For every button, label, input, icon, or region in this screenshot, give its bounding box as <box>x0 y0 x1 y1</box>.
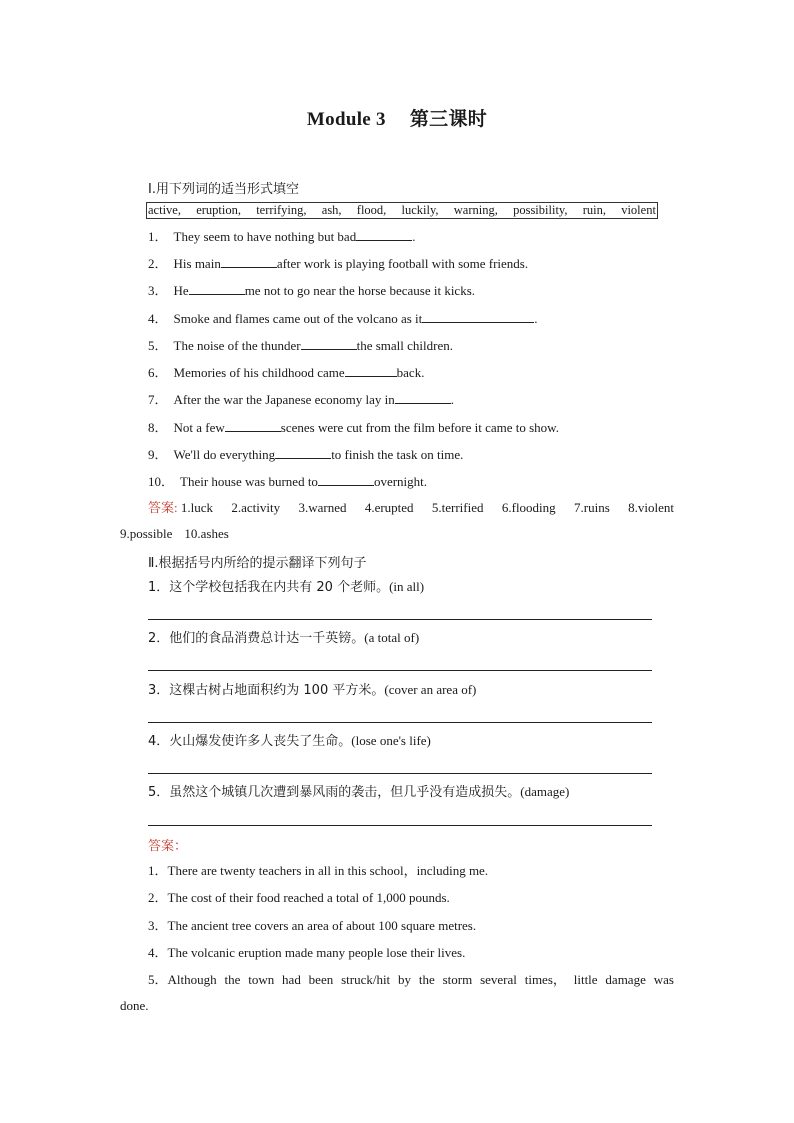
translate-item-4: 4．火山爆发使许多人丧失了生命。(lose one's life) <box>148 733 431 749</box>
answer-blank[interactable] <box>225 419 281 432</box>
section2-heading: Ⅱ.根据括号内所给的提示翻译下列句子 <box>148 556 367 571</box>
section2-answer-1: 1．There are twenty teachers in all in this school，including me. <box>148 863 489 878</box>
fill-item-10: 10． Their house was burned to overnight. <box>148 474 428 489</box>
word-bank-item: ash, <box>321 203 342 217</box>
answer-blank[interactable] <box>318 473 374 486</box>
fill-item-7: 7． After the war the Japanese economy lay in . <box>148 392 455 407</box>
word-bank-item: luckily, <box>401 203 439 217</box>
word-bank-item: terrifying, <box>256 203 307 217</box>
answer-blank[interactable] <box>422 310 534 323</box>
fill-item-5: 5． The noise of the thunder the small children. <box>148 338 453 353</box>
answer-blank[interactable] <box>189 282 245 295</box>
word-bank-item: warning, <box>453 203 498 217</box>
word-bank-item: ruin, <box>582 203 606 217</box>
fill-item-1: 1． They seem to have nothing but bad . <box>148 229 416 244</box>
answer-blank[interactable] <box>275 446 331 459</box>
section2-answer-5: 5．Although the town had been struck/hit by the storm several times， little damage was <box>148 972 674 987</box>
section2-answer-label: 答案： <box>148 839 188 854</box>
lesson-title: 第三课时 <box>409 109 488 130</box>
fill-item-4: 4． Smoke and flames came out of the volcano as it . <box>148 311 538 326</box>
fill-item-8: 8． Not a few scenes were cut from the film before it came to show. <box>148 420 559 435</box>
word-bank-item: eruption, <box>196 203 241 217</box>
answer-blank[interactable] <box>301 337 357 350</box>
word-bank-item: possibility, <box>513 203 568 217</box>
word-bank-item: active, <box>148 203 181 217</box>
fill-item-2: 2． His main after work is playing football with some friends. <box>148 256 529 271</box>
section2-answer-4: 4．The volcanic eruption made many people lose their lives. <box>148 945 466 960</box>
answer-blank[interactable] <box>395 391 451 404</box>
answer-blank[interactable] <box>345 364 397 377</box>
answer-label: 答案: <box>148 500 178 515</box>
module-title: Module 3 <box>306 109 386 130</box>
answer-blank[interactable] <box>221 255 277 268</box>
translate-item-3: 3．这棵古树占地面积约为 100 平方米。(cover an area of) <box>148 682 477 698</box>
fill-item-6: 6． Memories of his childhood came back. <box>148 365 425 380</box>
fill-item-9: 9． We'll do everything to finish the task on time. <box>148 447 464 462</box>
translate-item-2: 2．他们的食品消费总计达一千英镑。(a total of) <box>148 630 420 646</box>
section2-answer-2: 2．The cost of their food reached a total of 1,000 pounds. <box>148 890 450 905</box>
answer-line[interactable] <box>148 670 652 671</box>
page-title <box>0 104 794 131</box>
translate-item-5: 5．虽然这个城镇几次遭到暴风雨的袭击，但几乎没有造成损失。(damage) <box>148 784 570 800</box>
translate-item-1: 1．这个学校包括我在内共有 20 个老师。(in all) <box>148 579 425 595</box>
word-bank <box>146 202 658 219</box>
word-bank-item: violent <box>621 203 656 217</box>
answer-line[interactable] <box>148 619 652 620</box>
section1-heading: Ⅰ.用下列词的适当形式填空 <box>148 182 299 197</box>
answer-line[interactable] <box>148 825 652 826</box>
section1-answers-cont: 9.possible 10.ashes <box>120 526 229 541</box>
fill-item-3: 3． He me not to go near the horse because it kicks. <box>148 283 476 298</box>
answer-blank[interactable] <box>356 228 412 241</box>
word-bank-item: flood, <box>356 203 387 217</box>
section1-answers: 答案: 1.luck 2.activity 3.warned 4.erupted 5.terrified 6.flooding 7.ruins 8.violent <box>148 500 674 515</box>
answer-line[interactable] <box>148 722 652 723</box>
section2-answer-5-cont: done. <box>120 998 149 1013</box>
answer-line[interactable] <box>148 773 652 774</box>
section2-answer-3: 3．The ancient tree covers an area of about 100 square metres. <box>148 918 477 933</box>
